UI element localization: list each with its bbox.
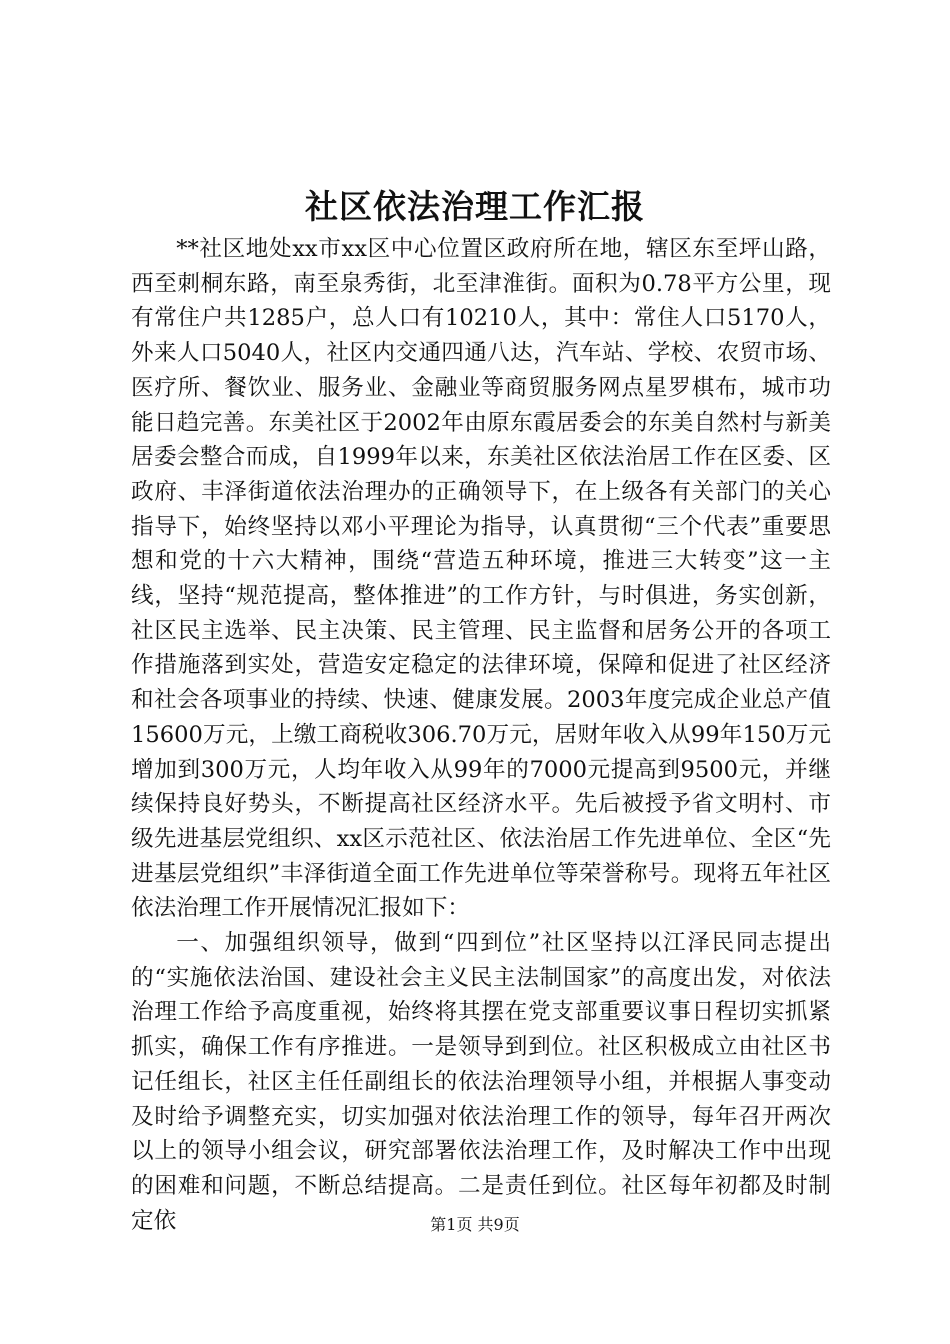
paragraph-intro: **社区地处xx市xx区中心位置区政府所在地，辖区东至坪山路，西至刺桐东路，南至泉秀街，北至津淮街。面积为0.78平方公里，现有常住户共1285户，总人口有10210人，其中：常住人口5170人，外来人口5040人，社区内交通四通八达，汽车站、学校、农贸市场、医疗所、餐饮业、服务业、金融业等商贸服务网点星罗棋布，城市功能日趋完善。东美社区于2002年由原东霞居委会的东美自然村与新美居委会整合而成，自1999年以来，东美社区依法治居工作在区委、区政府、丰泽街道依法治理办的正确领导下，在上级各有关部门的关心指导下，始终坚持以邓小平理论为指导，认真贯彻“三个代表”重要思想和党的十六大精神，围绕“营造五种环境，推进三大转变”这一主线，坚持“规范提高，整体推进”的工作方针，与时俱进，务实创新，社区民主选举、民主决策、民主管理、民主监督和居务公开的各项工作措施落到实处，营造安定稳定的法律环境，保障和促进了社区经济和社会各项事业的持续、快速、健康发展。2003年度完成企业总产值15600万元，上缴工商税收306.70万元，居财年收入从99年150万元增加到300万元，人均年收入从99年的7000元提高到9500元，并继续保持良好势头，不断提高社区经济水平。先后被授予省文明村、市级先进基层党组织、xx区示范社区、依法治居工作先进单位、全区“先进基层党组织”丰泽街道全面工作先进单位等荣誉称号。现将五年社区依法治理工作开展情况汇报如下： bbox=[131, 236, 831, 922]
document-body bbox=[131, 232, 831, 1238]
paragraph-section-1: 一、加强组织领导，做到“四到位”社区坚持以江泽民同志提出的“实施依法治国、建设社会主义民主法制国家”的高度出发，对依法治理工作给予高度重视，始终将其摆在党支部重要议事日程切实抓紧抓实，确保工作有序推进。一是领导到到位。社区积极成立由社区书记任组长，社区主任任副组长的依法治理领导小组，并根据人事变动及时给予调整充实，切实加强对依法治理工作的领导，每年召开两次以上的领导小组会议，研究部署依法治理工作，及时解决工作中出现的困难和问题，不断总结提高。二是责任到位。社区每年初都及时制定依 bbox=[131, 930, 831, 1234]
page-number: 第1页 共9页 bbox=[430, 1215, 520, 1234]
document-title: 社区依法治理工作汇报 bbox=[305, 187, 645, 226]
